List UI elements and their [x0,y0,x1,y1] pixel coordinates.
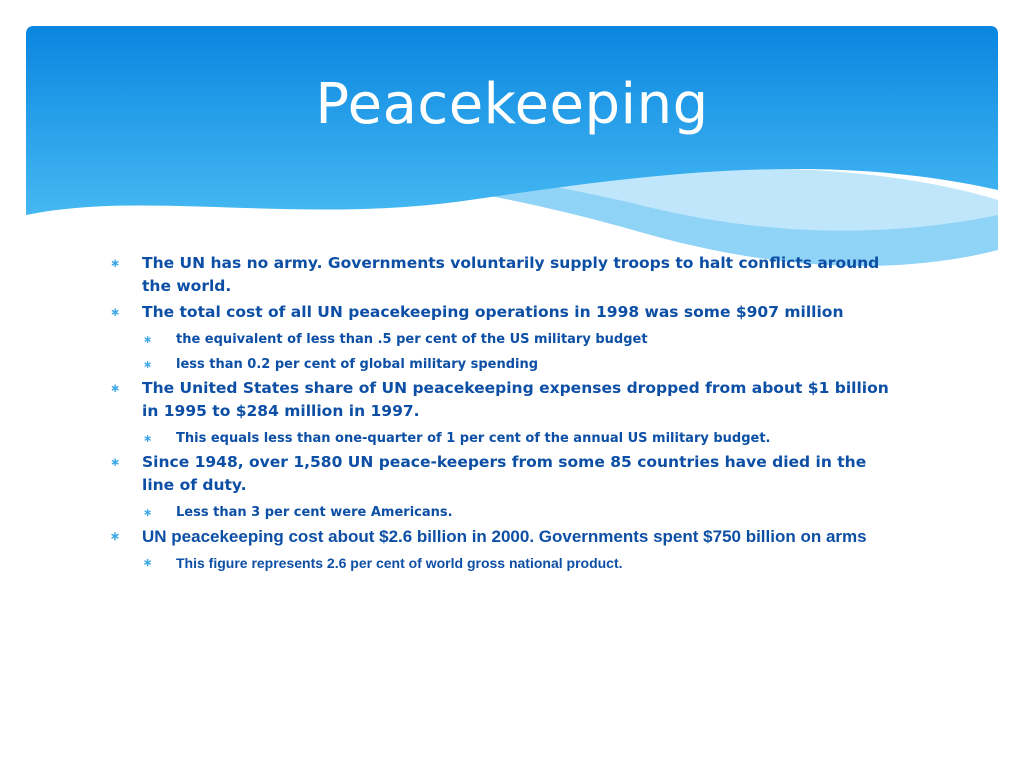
asterisk-bullet-icon: ∗ [143,333,153,346]
bullet-item [108,525,898,548]
bullet-text: The UN has no army. Governments voluntarily supply troops to halt conflicts around the world. [142,254,880,295]
bullet-text: Since 1948, over 1,580 UN peace-keepers from some 85 countries have died in the line of duty. [142,453,867,494]
asterisk-bullet-icon: ∗ [110,305,121,319]
sub-bullet-item [108,352,898,377]
sub-bullet-text: the equivalent of less than .5 per cent of the US military budget [176,332,648,347]
bullet-item [108,451,898,497]
asterisk-bullet-icon: ∗ [110,381,121,395]
sub-bullet-text: This equals less than one-quarter of 1 per cent of the annual US military budget. [176,431,771,446]
asterisk-bullet-icon: ∗ [143,557,153,569]
bullet-text: The United States share of UN peacekeeping expenses dropped from about $1 billion in 1995 to $284 million in 1997. [142,379,889,420]
sub-bullet-text: This figure represents 2.6 per cent of world gross national product. [176,555,623,571]
asterisk-bullet-icon: ∗ [110,455,121,469]
sub-bullet-item [108,426,898,451]
bullet-text: UN peacekeeping cost about $2.6 billion in 2000. Governments spent $750 billion on arms [142,527,867,546]
asterisk-bullet-icon: ∗ [110,256,121,270]
bullet-item [108,301,898,324]
bullet-item [108,377,898,423]
sub-bullet-item [108,551,898,576]
slide-title: Peacekeeping [315,72,709,137]
bullet-list [108,252,898,576]
bullet-text: The total cost of all UN peacekeeping operations in 1998 was some $907 million [142,303,844,321]
sub-bullet-text: Less than 3 per cent were Americans. [176,505,453,520]
sub-bullet-item [108,500,898,525]
asterisk-bullet-icon: ∗ [143,358,153,371]
sub-bullet-text: less than 0.2 per cent of global military spending [176,357,539,372]
bullet-item [108,252,898,298]
sub-bullet-item [108,327,898,352]
asterisk-bullet-icon: ∗ [143,432,153,445]
asterisk-bullet-icon: ∗ [143,506,153,519]
asterisk-bullet-icon: ∗ [110,529,121,543]
